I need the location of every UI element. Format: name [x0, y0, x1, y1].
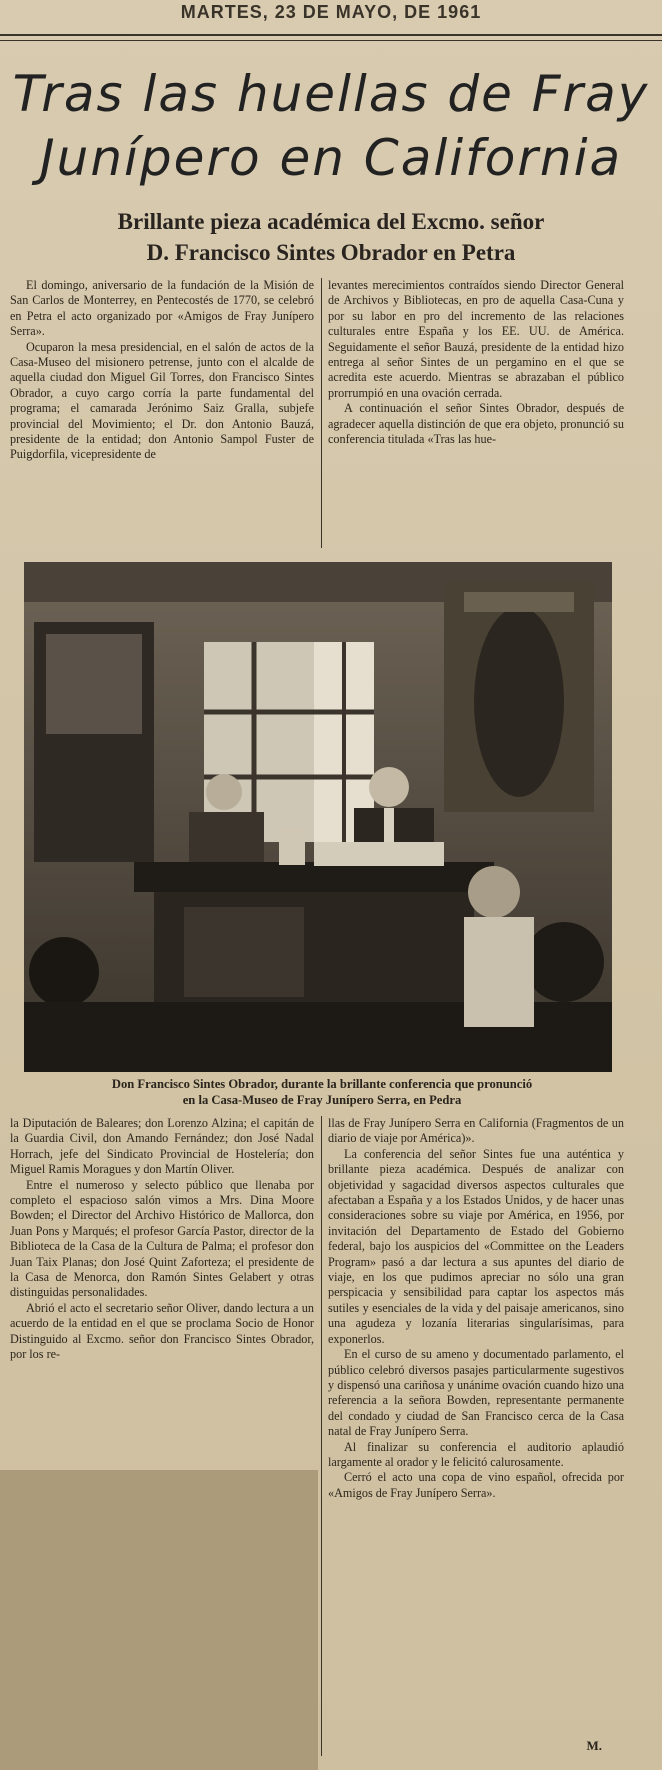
- column-divider: [321, 278, 322, 548]
- subheadline: [10, 206, 652, 268]
- paragraph: A continuación el señor Sintes Obrador, después de agradecer aquella distinción de que era objeto, pronunció su conferencia titulada «Tras las hue-: [328, 401, 624, 447]
- paragraph: llas de Fray Junípero Serra en California (Fragmentos de un diario de viaje por América)».: [328, 1116, 624, 1146]
- paragraph: El domingo, aniversario de la fundación de la Misión de San Carlos de Monterrey, en Pentecostés de 1770, se celebró en Petra el acto organizado por «Amigos de Fray Junípero Serra».: [10, 278, 314, 339]
- paragraph: Al finalizar su conferencia el auditorio aplaudió largamente al orador y le felicitó calurosamente.: [328, 1439, 624, 1469]
- paragraph: Cerró el acto una copa de vino español, ofrecida por «Amigos de Fray Junípero Serra».: [328, 1470, 624, 1500]
- column-divider: [321, 1116, 322, 1756]
- dateline: MARTES, 23 DE MAYO, DE 1961: [180, 2, 482, 22]
- top-rule-thin: [0, 40, 662, 41]
- photograph: [24, 562, 612, 1072]
- photo-caption: [24, 1076, 620, 1108]
- column-top-right: [328, 278, 624, 447]
- column-top-left: [10, 278, 314, 463]
- caption-line-1: Don Francisco Sintes Obrador, durante la brillante conferencia que pronunció: [111, 1077, 533, 1091]
- column-bottom-left: [10, 1116, 314, 1363]
- paragraph: la Diputación de Baleares; don Lorenzo Alzina; el capitán de la Guardia Civil, don Amando Fernández; don José Nadal Horrach, jefe del Sindicato Provincial de Hostelería; don Miguel Ramis Moragues y don Martín Oliver.: [10, 1116, 314, 1177]
- headline-line-2: Junípero en California: [39, 129, 623, 187]
- paragraph: levantes merecimientos contraídos siendo Director General de Archivos y Bibliotecas, en pro de aquella Casa-Cuna y por su labor en pro del incremento de las relaciones culturales entre España y los EE. UU. de América. Seguidamente el señor Bauzá, presidente de la entidad hizo entrega al señor Sintes de un pergamino en el que se acredita este acuerdo. Mientras se abrazaban el público prorrumpió en una ovación cerrada.: [328, 278, 624, 400]
- headline: [8, 62, 654, 190]
- subhead-line-2: D. Francisco Sintes Obrador en Petra: [146, 240, 516, 265]
- paragraph: Entre el numeroso y selecto público que llenaba por completo el espacioso salón vimos a Mrs. Dina Moore Bowden; el Director del Archivo Histórico de Mallorca, don Juan Pons y Marqués; el profesor García Pastor, director de la Biblioteca de la Casa de la Cultura de Palma; el profesor don Juan Taix Planas; don José Quint Zaforteza; el presidente de la Casa de Menorca, don Ramón Sintes Gelabert y otras distinguidas personalidades.: [10, 1177, 314, 1300]
- column-bottom-right: [328, 1116, 624, 1501]
- paragraph: Ocuparon la mesa presidencial, en el salón de actos de la Casa-Museo del misionero petrense, junto con el alcalde de aquella ciudad don Miguel Gil Torres, don Francisco Sintes Obrador, a cuyo cargo corría la parte fundamental del programa; el camarada Jerónimo Saiz Gralla, subjefe provincial del Movimiento; el Dr. don Antonio Bauzá, presidente de la entidad; don Antonio Sampol Fuster de Puigdorfila, vicepresidente de: [10, 339, 314, 462]
- photograph-image: [24, 562, 612, 1072]
- top-rule: [0, 34, 662, 36]
- caption-line-2: en la Casa-Museo de Fray Junípero Serra, en Pedra: [182, 1093, 462, 1107]
- clipped-area: [0, 1470, 318, 1770]
- subhead-line-1: Brillante pieza académica del Excmo. señor: [117, 209, 545, 234]
- author-signature: M.: [586, 1738, 602, 1753]
- paragraph: Abrió el acto el secretario señor Oliver, dando lectura a un acuerdo de la entidad en el que se proclama Socio de Honor Distinguido al Excmo. señor don Francisco Sintes Obrador, por los re-: [10, 1300, 314, 1362]
- paragraph: En el curso de su ameno y documentado parlamento, el público celebró diversos pasajes particularmente sugestivos y dispensó una cariñosa y unánime ovación cuando hizo una referencia a la señora Bowden, representante permanente del condado y ciudad de San Francisco cerca de la Casa natal de Fray Junípero Serra.: [328, 1347, 624, 1439]
- headline-line-1: Tras las huellas de Fray: [12, 65, 650, 123]
- paragraph: La conferencia del señor Sintes fue una auténtica y brillante pieza académica. Después de analizar con objetividad y sagacidad diversos aspectos culturales que afectaban a España y a los Estados Unidos, y de hacer unas consideraciones sobre su viaje por América, en 1956, por invitación del Departamento de Estado del Gobierno federal, bajo los auspicios del «Committee on the Leaders Program» pasó a dar lectura a sus apuntes del diario de viaje, en los que pudimos apreciar no sólo una gran perspicacia y sensibilidad para captar los aspectos más sutiles y esenciales de la vida y del paisaje americanos, sino una agudeza y lozanía literarias singularísimas, para exponerlos.: [328, 1146, 624, 1346]
